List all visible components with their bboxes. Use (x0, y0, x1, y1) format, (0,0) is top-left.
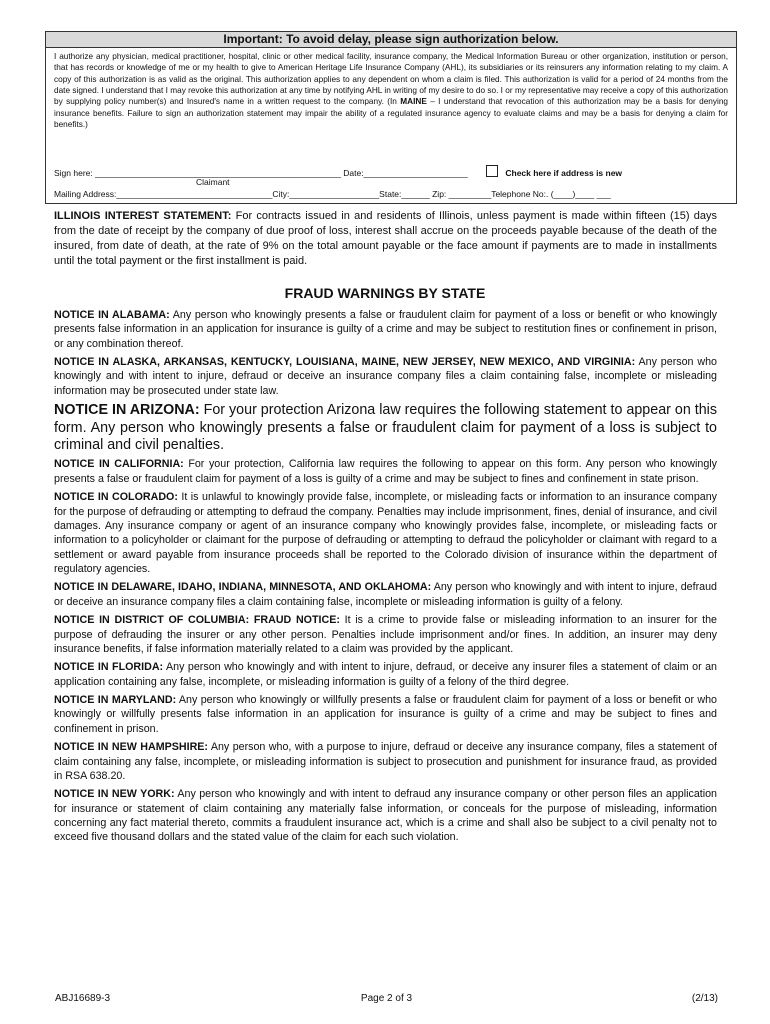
page-number: Page 2 of 3 (360, 993, 413, 1004)
notice-text: For your protection, California law requires the following to appear on this form. Any person who knowingly presents a false or fraudulent claim for payment of a loss is guilty of a crime and may be subject to fines and confinement in state prison. (54, 458, 717, 485)
notice-district-of-columbia (54, 613, 717, 656)
notice-text: For your protection Arizona law requires the following statement to appear on this form. Any person who knowingly presents a false or fraudulent claim for payment of a loss is subject to criminal and civil penalties. (54, 402, 717, 454)
notice-label: NOTICE IN MARYLAND: (54, 694, 177, 707)
notice-label: NOTICE IN DELAWARE, IDAHO, INDIANA, MINNESOTA, AND OKLAHOMA: (54, 581, 432, 594)
sign-here-line[interactable]: Sign here: ____________________________________________________ Date:______________________ (54, 168, 468, 178)
signature-row (54, 165, 622, 178)
notice-text: Any person who knowingly and with intent to injure, defraud, or deceive any insurer files a statement of claim or an application containing any false, incomplete, or misleading information is guilty of a felony of the third degree. (54, 661, 718, 688)
notice-label: NOTICE IN CALIFORNIA: (54, 458, 184, 471)
notice-california (54, 457, 717, 486)
form-number: ABJ16689-3 (55, 993, 111, 1004)
notice-delaware-group (54, 580, 717, 609)
illinois-interest-statement (54, 209, 717, 269)
authorization-text-part2: – I understand that revocation of this authorization may be a basis for denying insurance benefits. Failure to sign an authorization statement may impair the ability of a regulated insurance agency to evaluate claims and may be a basis for denying a claim for benefits.) (54, 97, 729, 130)
notice-multistate (54, 355, 717, 398)
notice-label: NOTICE IN NEW YORK: (54, 788, 175, 801)
notice-label: NOTICE IN FLORIDA: (54, 661, 164, 674)
fraud-notices (54, 308, 717, 849)
revision-date: (2/13) (691, 993, 718, 1004)
notice-new-hampshire (54, 740, 717, 783)
notice-arizona (54, 402, 717, 454)
fraud-warnings-title: FRAUD WARNINGS BY STATE (284, 285, 486, 301)
mailing-address-line[interactable]: Mailing Address:_________________________________City:___________________State:______ Zip: _________Telephone No:. (____)____ ___ (54, 189, 611, 199)
notice-text: Any person who knowingly and with intent to injure, defraud or deceive an insurance company files a claim containing false, incomplete or misleading information may be prosecuted under state law. (54, 356, 717, 397)
notice-florida (54, 660, 717, 689)
illinois-text: For contracts issued in and residents of Illinois, unless payment is made within fifteen (15) days from the date of receipt by the company of due proof of loss, interest shall accrue on the proceeds payable because of the death of the insured, from date of death, at the rate of 9% on the total amount payable or the face amount if payments are to made in installments until the total payment or the first installment is paid. (54, 210, 717, 267)
notice-label: NOTICE IN ALABAMA: (54, 309, 170, 321)
notice-text: It is unlawful to knowingly provide false, incomplete, or misleading facts or information to an insurance company for the purpose of defrauding or attempting to defraud the company. Penalties may include imprisonment, fines, denial of insurance, and civil damages. Any insurance company or agent of an insurance company who knowingly provides false, incomplete, or misleading facts or information to a policyholder or claimant for the purpose of defrauding or attempting to defraud the policyholder or claimant with regard to a settlement or award payable from insurance proceeds shall be reported to the Colorado division of insurance within the department of regulatory agencies. (54, 491, 718, 575)
notice-maryland (54, 693, 717, 736)
authorization-box (45, 31, 737, 204)
illinois-label: ILLINOIS INTEREST STATEMENT: (54, 210, 232, 222)
notice-label: NOTICE IN ALASKA, ARKANSAS, KENTUCKY, LOUISIANA, MAINE, NEW JERSEY, NEW MEXICO, AND VIRGINIA: (54, 356, 636, 369)
authorization-heading: Important: To avoid delay, please sign authorization below. (46, 32, 736, 48)
notice-new-york (54, 787, 717, 844)
authorization-text (54, 51, 728, 130)
notice-colorado (54, 490, 717, 576)
notice-text: Any person who knowingly or willfully presents a false or fraudulent claim for payment of a loss or benefit or who knowingly or willfully presents false information in an application for insurance is guilty of a crime and may be subject to fines and confinement in prison. (54, 694, 717, 735)
address-new-label: Check here if address is new (505, 168, 623, 178)
notice-text: Any person who knowingly and with intent to injure, defraud or deceive an insurance company files a claim containing false, incomplete or misleading information is guilty of a felony. (54, 581, 717, 608)
page-footer (55, 993, 718, 1007)
notice-label: NOTICE IN COLORADO: (54, 491, 178, 504)
notice-text: Any person who, with a purpose to injure, defraud or deceive any insurance company, files a statement of claim containing any false, incomplete, or misleading information is subject to prosecution and punishment for insurance fraud, as provided in RSA 638.20. (54, 741, 717, 782)
notice-text: It is a crime to provide false or misleading information to an insurer for the purpose of defrauding the insurer or any other person. Penalties include imprisonment and/or fines. In addition, an insurer may deny insurance benefits, if false information materially related to a claim was provided by the applicant. (54, 614, 717, 655)
notice-label: NOTICE IN ARIZONA: (54, 402, 200, 419)
notice-text: Any person who knowingly and with intent to defraud any insurance company or other person files an application for insurance or statement of claim containing any materially false information, or conceals for the purpose of misleading, information concerning any fact material thereto, commits a fraudulent insurance act, which is a crime and shall also be subject to a civil penalty not to exceed five thousand dollars and the stated value of the claim for each such violation. (54, 788, 717, 844)
notice-text: Any person who knowingly presents a false or fraudulent claim for payment of a loss or benefit or who knowingly presents false information in an application for insurance is guilty of a crime and may be subject to restitution fines or confinement in prison, or any combination thereof. (54, 309, 718, 350)
notice-alabama (54, 308, 717, 351)
maine-label: MAINE (400, 97, 427, 107)
notice-label: NOTICE IN DISTRICT OF COLUMBIA: FRAUD NOTICE: (54, 614, 340, 627)
authorization-text-part1: I authorize any physician, medical practitioner, hospital, clinic or other medical facility, insurance company, the Medical Information Bureau or other organization, institution or person, that has records or knowledge of me or my health to give to American Heritage Life Insurance Company (AHL), its subsidiaries or its reinsurers any information relating to my claim. A copy of this authorization is as valid as the original. This authorization applies to any dependent on whom a claim is filed. This authorization is valid for a period of 24 months from the date signed. I understand that I may revoke this authorization at any time by notifying AHL in writing of my desire to do so. I or my representative may receive a copy of this authorization by supplying policy number(s) and Insured's name in a written request to the company. (In (54, 52, 728, 107)
address-new-checkbox[interactable] (486, 165, 498, 177)
claimant-label: Claimant (196, 177, 230, 187)
notice-label: NOTICE IN NEW HAMPSHIRE: (54, 741, 208, 754)
